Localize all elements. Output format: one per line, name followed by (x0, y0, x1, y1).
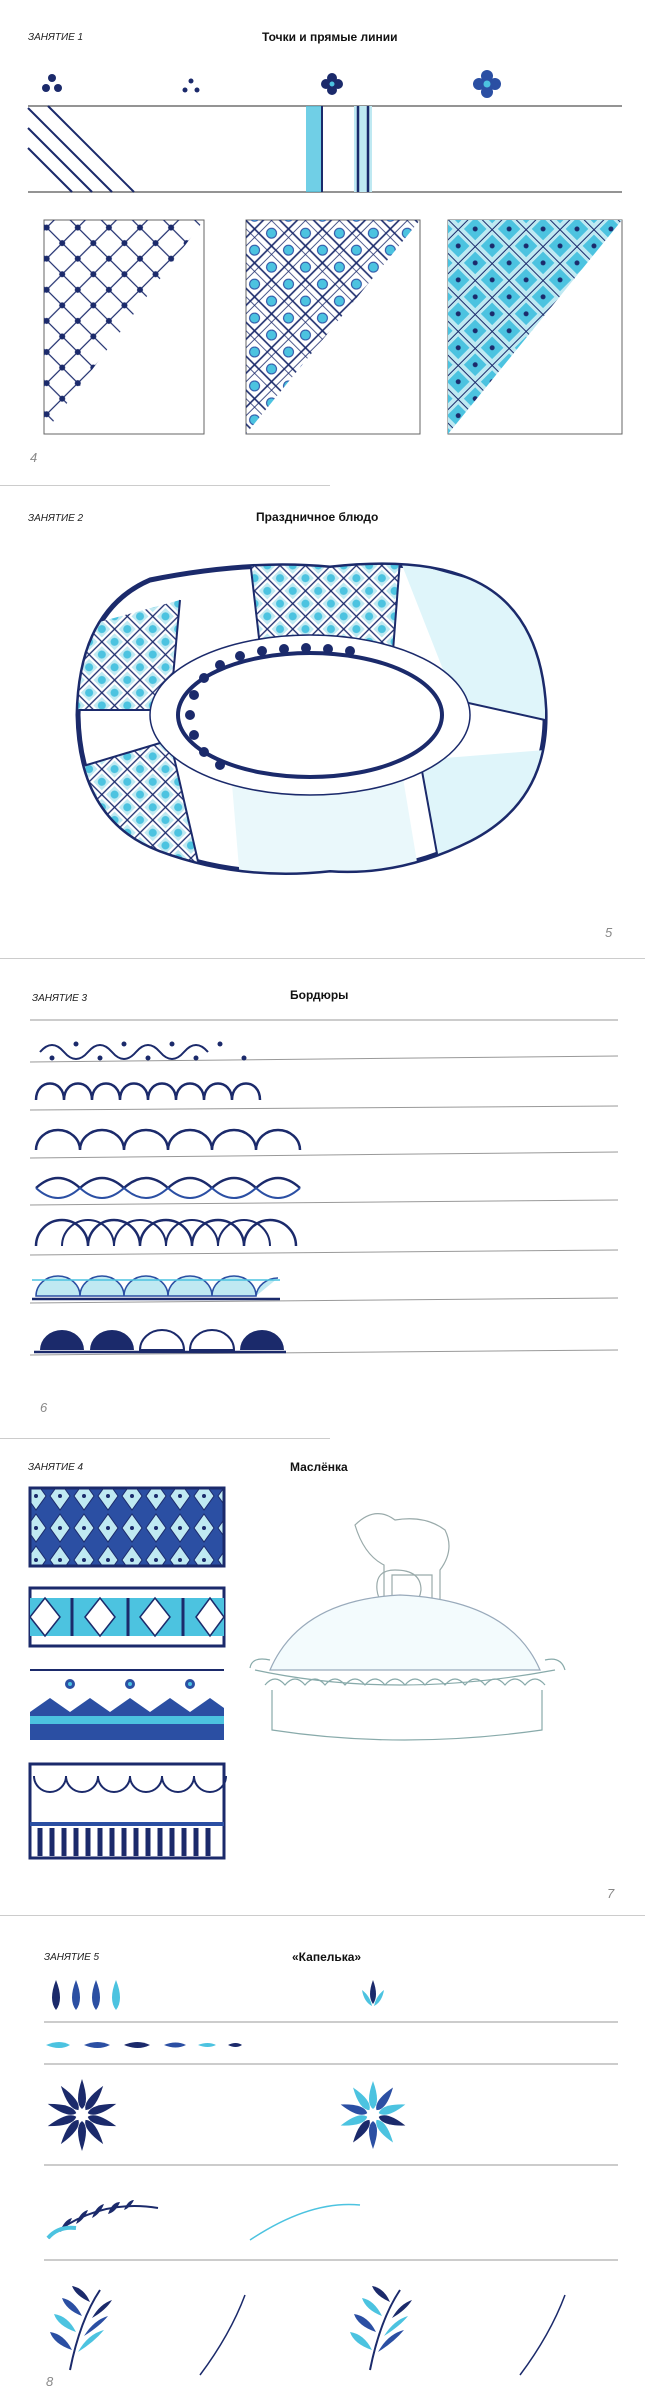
dots-pattern-icon (42, 74, 200, 93)
butter-dish-panels (0, 1480, 660, 1880)
feather-brush-icon (48, 2200, 158, 2238)
lesson-5-label: ЗАНЯТИЕ 5 (44, 1952, 100, 1963)
page-number-5: 5 (605, 925, 613, 940)
lesson-3-label: ЗАНЯТИЕ 3 (32, 993, 88, 1004)
page-number-7: 7 (607, 1886, 615, 1901)
lesson-1-title: Точки и прямые линии (262, 30, 398, 44)
flower-icon (473, 70, 501, 98)
page-divider (0, 485, 330, 486)
flower-icon (339, 2081, 406, 2149)
drop-strokes (0, 1970, 660, 2390)
lesson-1-label: ЗАНЯТИЕ 1 (28, 32, 84, 43)
feather-brush-icon (50, 2286, 112, 2370)
page-divider (0, 1438, 330, 1439)
lesson-3-title: Бордюры (290, 988, 349, 1002)
lesson-4-label: ЗАНЯТИЕ 4 (28, 1462, 84, 1473)
lesson-2-label: ЗАНЯТИЕ 2 (28, 513, 84, 524)
flower-icon (47, 2079, 118, 2151)
flower-icon (321, 73, 343, 95)
butter-dish-sketch (250, 1514, 565, 1740)
page-number-6: 6 (40, 1400, 48, 1415)
lesson-1-dots-lines (0, 60, 660, 210)
lesson-5-title: «Капелька» (292, 1950, 362, 1964)
festive-dish-drawing (0, 540, 660, 920)
page-divider (0, 1915, 645, 1916)
feather-brush-icon (350, 2286, 412, 2370)
lesson-1-grid-panels (0, 212, 660, 472)
page-divider (0, 958, 645, 959)
border-patterns (0, 1010, 660, 1430)
lesson-4-title: Маслёнка (290, 1460, 348, 1474)
page-number-4: 4 (30, 450, 38, 465)
lesson-2-title: Праздничное блюдо (256, 510, 379, 524)
drop-icon (362, 1980, 384, 2006)
drop-icon (52, 1980, 120, 2010)
page-number-8: 8 (46, 2374, 54, 2389)
